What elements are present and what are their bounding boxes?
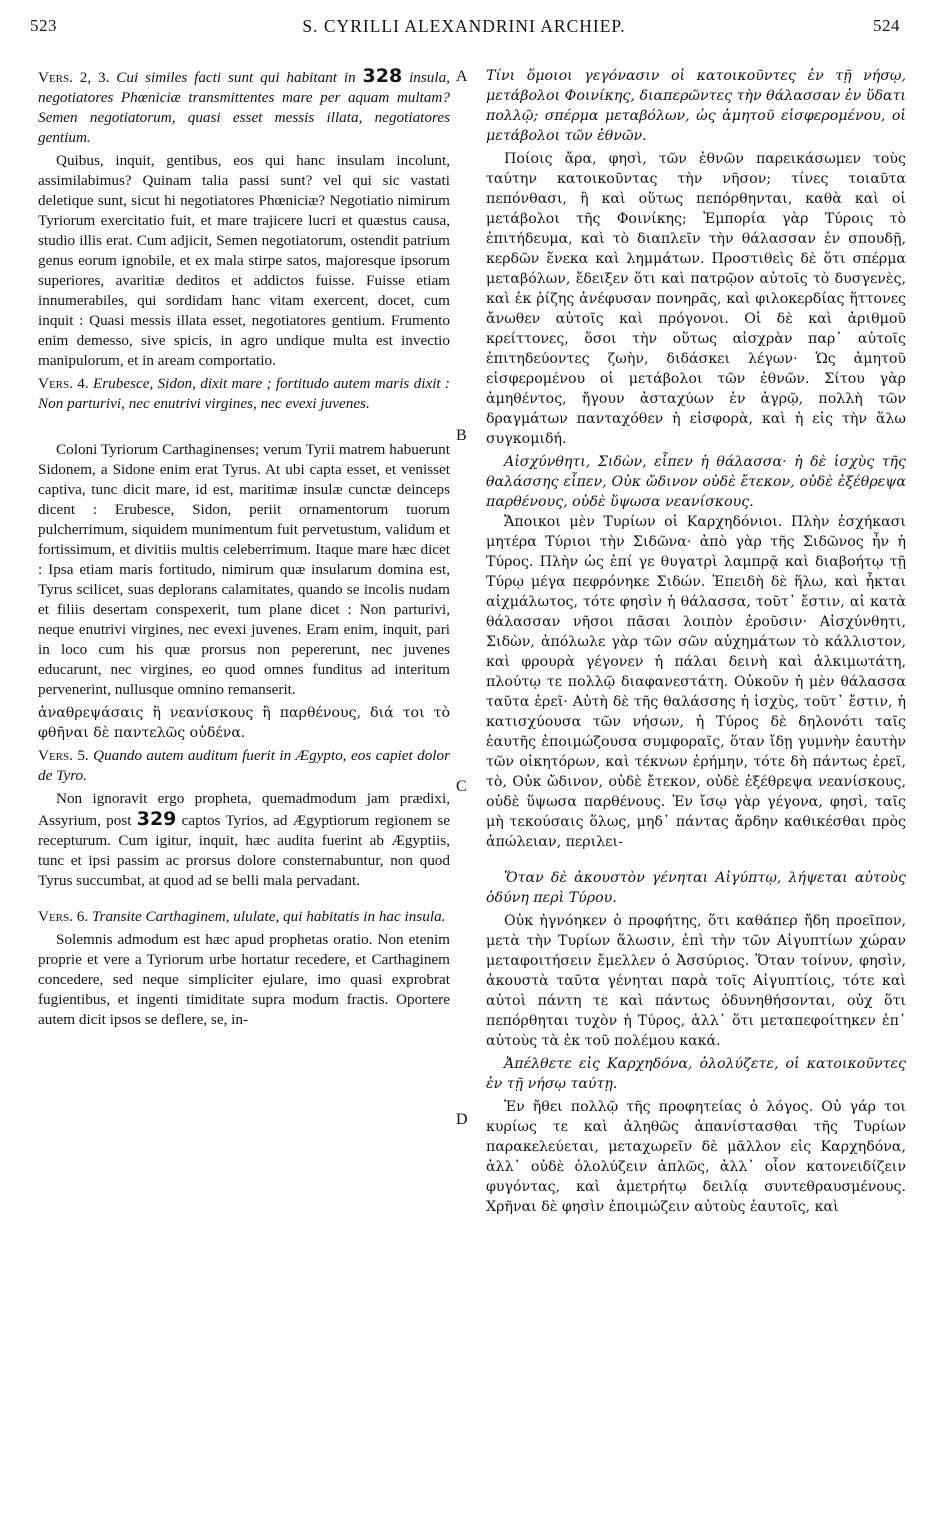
verse-6-latin	[38, 907, 450, 927]
verse-text: Cui similes facti sunt qui habitant in	[116, 69, 356, 86]
margin-marker-c: C	[456, 778, 467, 795]
latin-column	[38, 66, 450, 1531]
verse-2-3-latin	[38, 66, 450, 148]
commentary-paragraph-4: Solemnis admodum est hæc apud prophetas oratio. Non etenim proprie et vere a Tyriorum urbe hortatur recedere, et Carthaginem concedere, sed neque simpliciter ejulare, imo quasi exprobrat fugientibus, et ingenti timiditate supra modum fractis. Oportere autem dicit ipsos se deflere, se, in-	[38, 931, 450, 1028]
verse-5-latin	[38, 746, 450, 786]
column-number-329: 329	[136, 808, 177, 830]
verse-text-cont: insula, negotiatores Phœniciæ transmittentes mare per aquam multam? Semen negotiatorum, quasi esset messis illata, negotiatores gentium.	[38, 69, 450, 146]
greek-carryover: ἀναθρεψάσαις ἢ νεανίσκους ἢ παρθένους, διά τοι τὸ φθῆναι δὲ παντελῶς οὐδένα.	[38, 705, 450, 741]
verse-4-greek: Αἰσχύνθητι, Σιδὼν, εἶπεν ἡ θάλασσα· ἡ δὲ ἰσχὺς τῆς θαλάσσης εἶπεν, Οὐκ ὤδινον οὐδὲ ἔτεκον, οὐδὲ ἐξέθρεψα παρθένους, οὐδὲ ὕψωσα νεανίσκους.	[486, 454, 906, 510]
verse-label: Vers. 5.	[38, 747, 89, 764]
greek-column	[486, 66, 906, 1531]
verse-text: Erubesce, Sidon, dixit mare ; fortitudo autem maris dixit : Non parturivi, nec enutrivi virgines, nec evexi juvenes.	[38, 375, 450, 412]
running-title: S. CYRILLI ALEXANDRINI ARCHIEP.	[302, 16, 626, 36]
greek-commentary-1: Ποίοις ἄρα, φησὶ, τῶν ἐθνῶν παρεικάσωμεν τοὺς ταύτην κατοικοῦντας τὴν νῆσον; τίνες τοιαῦτα πεπόνθασι, ἢ καὶ οὕτως πεπόρθηνται, καθὰ καὶ οἱ μετάβολοι τῆς Φοινίκης; Ἐμπορία γὰρ Τύροις τὸ ἐπιτήδευμα, καὶ τὸ διαπλεῖν τὴν θάλασσαν ἐν σπουδῇ, κερδῶν ἕνεκα καὶ λημμάτων. Προστιθεὶς δὲ ὅτι σπέρμα μεταβόλων, ἔδειξεν ὅτι καὶ πατρῷον αὐτοῖς τὸ δυσγενὲς, καὶ ἐκ ῥίζης ἀνέφυσαν πονηρᾶς, καὶ φιλοκερδίας ἥττονες ἄνωθεν αὐτοῖς καὶ πρόγονοι. Οἱ δὲ καὶ ἀριθμοῦ κρείττονες, ὅσοι τὴν οὕτως αἰσχρὰν παρ᾽ αὐτοῖς ἐπιτηδεύοντες ζωὴν, διδάσκει λέγων· Ὡς ἀμητοῦ εἰσφερομένου οἱ μετάβολοι τῶν ἐθνῶν. Σίτου γὰρ ἀμηθέντος, ἤγουν ἀσταχύων ἐν ἀγρῷ, πολλὴ τῶν δραγμάτων πανταχόθεν ἡ εἰσφορὰ, καὶ ἡ εἰς τὴν ἅλω συγκομιδή.	[486, 151, 906, 447]
verse-4-latin	[38, 374, 450, 414]
page-number-right: 524	[873, 16, 900, 35]
verse-6-greek: Ἀπέλθετε εἰς Καρχηδόνα, ὀλολύζετε, οἱ κατοικοῦντες ἐν τῇ νήσῳ ταύτῃ.	[486, 1056, 906, 1092]
commentary-paragraph-2: Coloni Tyriorum Carthaginenses; verum Tyrii matrem habuerunt Sidonem, a Sidone enim erat Tyrus. At ubi capta esset, et venisset captiva, tunc dicit mare, id est, maritimæ insulæ cunctæ deinceps dicent : Erubesce, Sidon, periit ornamentorum tuorum pulcherrimum, siquidem munimentum fuit pervetustum, validum et fortissimum, et divitiis multis celeberrimum. Itaque mare hæc dicet : Ipsa etiam maris fortitudo, nimirum quæ insularum domina est, Tyrus scilicet, suas deplorans calamitates, quando se incolis nudam et filiis desertam conspexerit, tum plane dicet : Non parturivi, neque enutrivi virgines, nec evexi juvenes. Eram enim, inquit, pari in loco cum his quæ prorsus non pepererunt, nec juvenes educarunt, nec virgines, eo quod omnes funditus ad interitum pervenerint, nullusque omnino remanserit.	[38, 441, 450, 698]
margin-marker-a: A	[456, 68, 468, 85]
paragraph-text-cont: captos Tyrios, ad Ægyptiorum regionem se recepturum. Cum igitur, inquit, hæc audita fuerint ab Ægyptiis, tunc et ipsi passim ac prorsus dolore consternabuntur, non quod Tyrus succumbat, at quod ad se belli mala pervadant.	[38, 812, 450, 889]
greek-commentary-3: Οὐκ ἠγνόηκεν ὁ προφήτης, ὅτι καθάπερ ἤδη προεῖπον, μετὰ τὴν Τυρίων ἅλωσιν, ἐπὶ τὴν τῶν Αἰγυπτίων χώραν μεταφοιτήσειν ἔμελλεν ὁ Ἀσσύριος. Ὅταν τοίνυν, φησὶν, ἀκουστὰ ταῦτα γένηται παρὰ τοῖς Αἰγυπτίοις, τότε καὶ αὐτοὶ πάντη τε καὶ πάντως ὀδυνηθήσονται, οὐχ ὅτι πεπόρθηται τυχὸν ἡ Τύρος, ἀλλ᾽ ὅτι μεταπεφοίτηκεν ἐπ᾽ αὐτοὺς τὰ ἐκ τοῦ πολέμου κακά.	[486, 913, 906, 1049]
margin-marker-b: B	[456, 427, 467, 444]
paragraph-text: Non ignoravit ergo propheta, quemadmodum jam prædixi, Assyrium, post	[38, 790, 450, 829]
verse-text: Quando autem auditum fuerit in Ægypto, eos capiet dolor de Tyro.	[38, 747, 450, 784]
verse-label: Vers. 4.	[38, 375, 89, 392]
verse-2-3-greek: Τίνι ὅμοιοι γεγόνασιν οἱ κατοικοῦντες ἐν τῇ νήσῳ, μετάβολοι Φοινίκης, διαπερῶντες τὴν θάλασσαν ἐν ὕδατι πολλῷ; σπέρμα μεταβόλων, ὡς ἀμητοῦ εἰσφερομένου, οἱ μετάβολοι τῶν ἐθνῶν.	[486, 68, 906, 144]
column-number-328: 328	[362, 66, 403, 87]
greek-commentary-4: Ἐν ἤθει πολλῷ τῆς προφητείας ὁ λόγος. Οὐ γάρ τοι κυρίως τε καὶ ἀληθῶς ἀπανίστασθαι τῆς Τυρίων παρακελεύεται, μεταχωρεῖν δὲ μᾶλλον εἰς Καρχηδόνα, ἀλλ᾽ οὐδὲ ὀλολύζειν ἁπλῶς, ἀλλ᾽ οἷον κατονειδίζειν φυγόντας, καὶ ἀμετρήτῳ δειλίᾳ συντεθραυσμένους. Χρῆναι δὲ φησὶν ἐποιμώζειν αὐτοὺς ἑαυτοῖς, καὶ	[486, 1099, 906, 1215]
page-number-left: 523	[30, 16, 57, 35]
verse-5-greek: Ὅταν δὲ ἀκουστὸν γένηται Αἰγύπτῳ, λήψεται αὐτοὺς ὀδύνη περὶ Τύρου.	[486, 870, 906, 906]
verse-label: Vers. 2, 3.	[38, 69, 110, 86]
greek-commentary-2: Ἄποικοι μὲν Τυρίων οἱ Καρχηδόνιοι. Πλὴν ἐσχήκασι μητέρα Τύριοι τὴν Σιδῶνα· ἀπὸ γὰρ τῆς Σιδῶνος ἦν ἡ Τύρος. Πλὴν ὡς ἐπί γε θυγατρὶ λαμπρᾷ καὶ διαβοήτῳ τῇ Τύρῳ μέγα πεφρόνηκε Σιδών. Ἐπειδὴ δὲ ἥλω, καὶ ἧκται αἰχμάλωτος, τότε φησὶν ἡ θάλασσα, τοῦτ᾽ ἔστιν, αἱ κατὰ θάλασσαν νῆσοι πᾶσαι λοιπὸν ἐροῦσιν· Αἰσχύνθητι, Σιδὼν, ἀπόλωλε γὰρ τῶν σῶν αὐχημάτων τὸ κάλλιστον, καὶ φρουρὰ γέγονεν ἡ πάλαι δεινὴ καὶ ἀλκιμωτάτη, πλούτῳ τε πολλῷ διαφανεστάτη. Οὐκοῦν ἡ μὲν θάλασσα ταῦτα ἐρεῖ· Αὐτὴ δὲ τῆς θαλάσσης ἡ ἰσχὺς, τοῦτ᾽ ἔστιν, ἡ κατισχύουσα τῶν νήσων, ἡ Τύρος δὲ δηλονότι ταῖς ἑαυτῆς ἐποιμώζουσα συμφοραῖς, ὅταν ἴδῃ γυμνὴν ἑαυτὴν τῶν οἰκητόρων, καὶ τέκνων ἐρήμην, τότε δὴ πάντως ἐρεῖ, τὸ, Οὐκ ὤδινον, οὐδὲ ἔτεκον, οὐδὲ ἐξέθρεψα νεανίσκους, οὐδὲ ὕψωσα παρθένους. Ἐν ἴσῳ γὰρ γέγονα, φησὶ, ταῖς μὴ τεκούσαις ὅλως, μηδ᾽ πάντας ἄρδην καθικέσθαι πρὸς ἀπώλειαν, περιλει-	[486, 514, 906, 850]
commentary-paragraph-3	[38, 789, 450, 891]
margin-marker-d: D	[456, 1111, 468, 1128]
verse-label: Vers. 6.	[38, 908, 89, 925]
verse-text: Transite Carthaginem, ululate, qui habitatis in hac insula.	[91, 908, 446, 925]
running-header	[0, 16, 928, 42]
commentary-paragraph-1: Quibus, inquit, gentibus, eos qui hanc insulam incolunt, assimilabimus? Quinam talia passi sunt? vel qui sic vastati deletique sunt, sicut hi negotiatores Phœniciæ? Negotiatio nimirum Tyriorum exercitatio fuit, et mare trajicere lucri et quæstus causa, studio illis erat. Cum adjicit, Semen negotiatorum, ostendit patrium genus eorum ignobile, et ex mala stirpe satos, majoresque ipsorum superiores, avaritiæ deditos et addictos fuisse. Fuisse etiam innumerabiles, qui sordidam hanc vitam exercent, docet, cum inquit : Quasi messis illata esset, negotiatores gentium. Frumento enim demesso, sive spicis, in agro undique multa est invectio manipulorum, et in aream comportatio.	[38, 152, 450, 369]
